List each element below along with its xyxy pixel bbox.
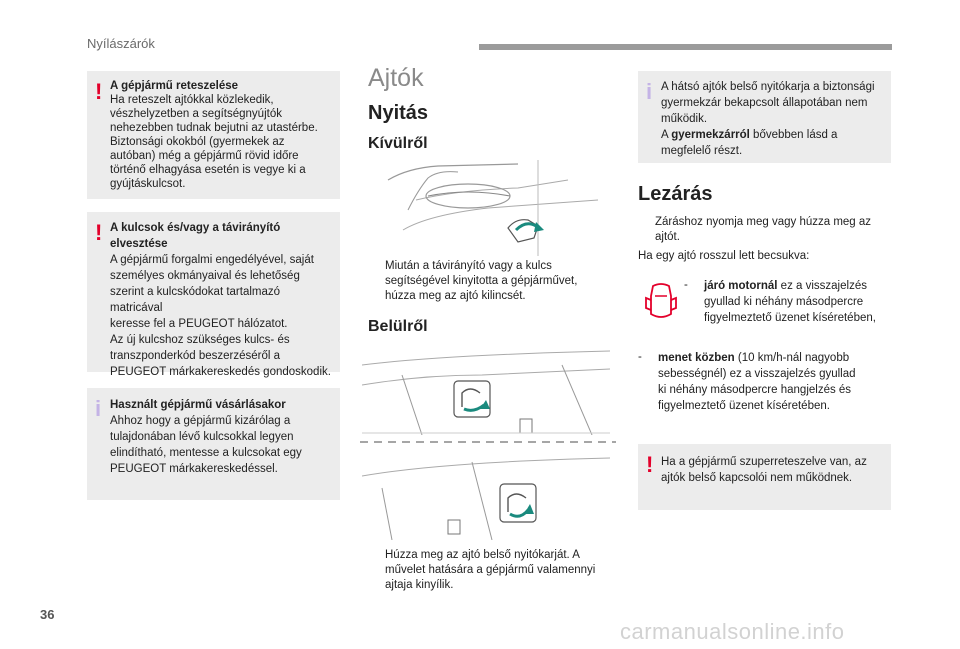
text-line: ki néhány másodpercre hangjelzés és: [658, 384, 852, 396]
text-line: szerint a kulcskódokat tartalmazó matricával: [110, 286, 281, 314]
text-line: megfelelő részt.: [661, 145, 743, 157]
text-line: húzza meg az ajtó kilincsét.: [385, 290, 526, 302]
exterior-door-handle-illustration: [368, 160, 616, 256]
heading-outside: Kívülről: [368, 135, 428, 152]
warning-icon: !: [646, 452, 654, 477]
door-open-warning-icon: [645, 282, 677, 322]
text-line: [658, 350, 891, 366]
section-title: Nyílászárók: [87, 36, 155, 51]
text-line: figyelmeztető üzenet kíséretében.: [658, 400, 830, 412]
dash-text: [658, 350, 891, 414]
heading-inside: Belülről: [368, 318, 428, 335]
info-box-child-lock: [638, 71, 891, 163]
text-line: sebességnél) ez a visszajelzés gyullad: [658, 368, 856, 380]
heading-opening: Nyitás: [368, 102, 429, 124]
text-line: Az új kulcshoz szükséges kulcs- és: [110, 334, 290, 346]
text-line: ajtaja kinyílik.: [385, 579, 454, 591]
text-line: keresse fel a PEUGEOT hálózatot.: [110, 318, 288, 330]
text-line: személyes okmányaival és lehetőség: [110, 270, 300, 282]
child-lock-reference: gyermekzárról: [671, 129, 750, 141]
text-line: nehezebben tudnak bejutni az utastérbe.: [110, 122, 318, 134]
text-line: történő elhagyása esetén is vegye ki a: [110, 164, 306, 176]
text-line: gyermekzár bekapcsolt állapotában nem: [661, 97, 868, 109]
text-line: Záráshoz nyomja meg vagy húzza meg az: [655, 216, 872, 228]
text-emphasis: menet közben: [658, 352, 735, 364]
bullet-text: [385, 259, 616, 304]
text-line: tulajdonában lévő kulcsokkal legyen: [110, 431, 294, 443]
warning-box-content: [661, 454, 885, 486]
text-line: ajtót.: [655, 231, 680, 243]
dash-text: [704, 278, 894, 326]
text-line: működik.: [661, 113, 708, 125]
text-line: segítségével kinyitotta a gépjárművet,: [385, 275, 578, 287]
text-fragment: ez a visszajelzés: [777, 280, 867, 292]
text-line: vészhelyzetben a segítségnyújtók: [110, 108, 282, 120]
text-emphasis: járó motornál: [704, 280, 778, 292]
dash-icon: -: [684, 279, 688, 291]
text-line: A hátsó ajtók belső nyitókarja a biztonsági: [661, 81, 875, 93]
warning-box-content: [110, 79, 334, 191]
text-line: transzponderkód beszerzéséről a: [110, 350, 281, 362]
warning-box-superlocking: [638, 444, 891, 510]
bullet-text: [385, 548, 616, 593]
text-line: autóban) még a gépjármű rövid időre: [110, 150, 299, 162]
info-icon: i: [95, 396, 102, 421]
page-title: Ajtók: [368, 64, 424, 92]
text-line: Ha reteszelt ajtókkal közlekedik,: [110, 94, 274, 106]
text-line: ajtók belső kapcsolói nem működnek.: [661, 472, 853, 484]
dash-icon: -: [638, 351, 642, 363]
warning-box-content: [110, 220, 334, 380]
text-line: gyújtáskulcsot.: [110, 178, 186, 190]
text-line: PEUGEOT márkakereskedéssel.: [110, 463, 278, 475]
text-line: figyelmeztető üzenet kíséretében,: [704, 312, 876, 324]
text-line: Húzza meg az ajtó belső nyitókarját. A: [385, 549, 580, 561]
text-fragment: A: [661, 129, 672, 141]
text-line: PEUGEOT márkakereskedés gondoskodik.: [110, 366, 331, 378]
text-line: Ha a gépjármű szuperreteszelve van, az: [661, 456, 867, 468]
heading-locking: Lezárás: [638, 183, 713, 205]
watermark: carmanualsonline.info: [620, 619, 845, 644]
info-box-content: [110, 397, 334, 477]
text-line: A gépjármű forgalmi engedélyével, saját: [110, 254, 314, 266]
warning-box-locking: [87, 71, 340, 199]
text-line: elindítható, mentesse a kulcsokat egy: [110, 447, 302, 459]
page-number: 36: [40, 607, 55, 622]
text-line: Miután a távirányító vagy a kulcs: [385, 260, 552, 272]
warning-box-title: A gépjármű reteszelése: [110, 80, 239, 92]
text-line: Biztonsági okokból (gyermekek az: [110, 136, 285, 148]
text-line: Ahhoz hogy a gépjármű kizárólag a: [110, 415, 291, 427]
interior-door-lever-illustration-rear: [362, 448, 610, 540]
warning-icon: !: [95, 79, 103, 104]
info-box-content: [661, 79, 885, 159]
text-line: művelet hatására a gépjármű valamennyi: [385, 564, 596, 576]
text-line: gyullad ki néhány másodpercre: [704, 296, 864, 308]
warning-box-title: A kulcsok és/vagy a távirányító: [110, 222, 281, 234]
bullet-text: [655, 215, 891, 245]
text-fragment: (10 km/h-nál nagyobb: [734, 352, 850, 364]
badly-closed-text: Ha egy ajtó rosszul lett becsukva:: [638, 250, 810, 262]
text-fragment: bővebben lásd a: [749, 129, 838, 141]
header-bar: [479, 44, 892, 50]
text-line: [704, 278, 894, 294]
info-box-title: Használt gépjármű vásárlásakor: [110, 399, 286, 411]
divider-dashed-line: [360, 440, 616, 444]
info-icon: i: [646, 79, 653, 104]
warning-box-title: elvesztése: [110, 238, 168, 250]
info-box-used-car: [87, 388, 340, 500]
interior-door-lever-illustration-front: [362, 345, 610, 435]
warning-box-lost-keys: [87, 212, 340, 378]
warning-icon: !: [95, 220, 103, 245]
text-line: [661, 127, 885, 143]
